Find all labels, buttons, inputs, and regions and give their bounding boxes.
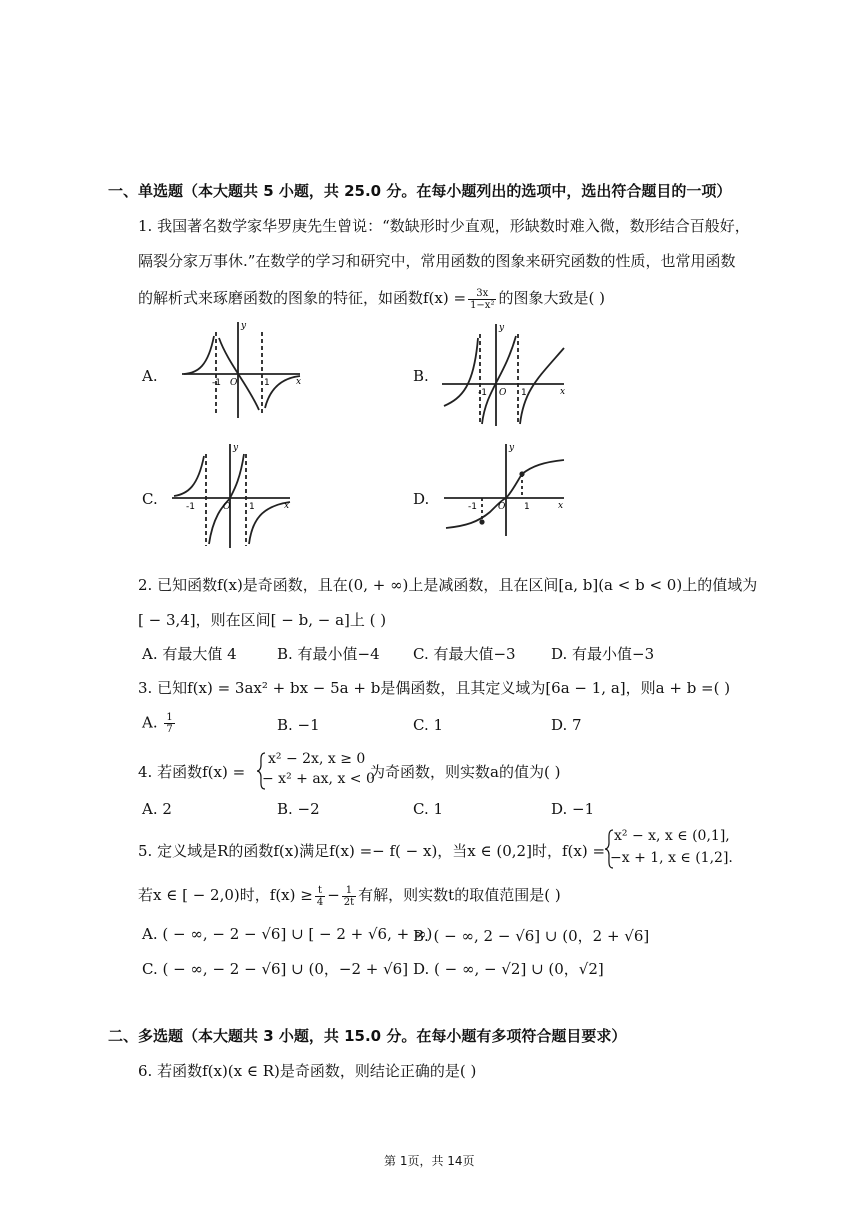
option-a-label: A. — [142, 367, 158, 385]
tick-label: 1 — [249, 502, 255, 512]
origin-label: O — [230, 378, 238, 388]
point-marker — [519, 471, 524, 476]
axis-label-y: y — [241, 321, 247, 331]
page-footer: 第 1页，共 14页 — [384, 1154, 475, 1168]
question-text-segment: 的解析式来琢磨函数的图象的特征，如函数f(x) = — [138, 289, 467, 307]
option-d: D. ( − ∞, − √2] ∪ (0，√2] — [413, 960, 604, 978]
question-text-segment: 有解，则实数t的取值范围是( ) — [358, 886, 561, 904]
option-c: C. ( − ∞, − 2 − √6] ∪ (0，−2 + √6] — [142, 960, 409, 978]
fraction — [315, 885, 325, 908]
option-d: D. 有最小值−3 — [551, 645, 655, 663]
fraction — [468, 288, 496, 311]
graph-option-b — [438, 320, 570, 430]
section-title: 一、单选题（本大题共 5 小题，共 25.0 分。在每小题列出的选项中，选出符合题目的一项） — [108, 182, 732, 200]
point-marker — [479, 519, 484, 524]
tick-label: 1 — [524, 502, 530, 512]
option-a — [142, 712, 177, 735]
tick-label: -1 — [468, 502, 477, 512]
minus-sign: − — [327, 886, 340, 904]
axis-label-y: y — [509, 443, 515, 453]
option-b: B. −2 — [277, 800, 320, 818]
fraction-numerator: 1 — [166, 712, 173, 723]
piecewise-case: x² − x, x ∈ (0,1], — [614, 828, 730, 844]
option-d: D. 7 — [551, 716, 582, 734]
fraction-denominator: 7 — [166, 724, 173, 735]
axis-label-x: x — [558, 501, 564, 511]
option-b: B. 有最小值−4 — [277, 645, 380, 663]
question-text: 5. 定义域是R的函数f(x)满足f(x) =− f( − x)，当x ∈ (0,2]时，f(x) = — [138, 842, 606, 860]
option-a: A. 有最大值 4 — [142, 645, 237, 663]
option-b: B. ( − ∞, 2 − √6] ∪ (0，2 + √6] — [413, 927, 650, 945]
origin-label: O — [498, 502, 506, 512]
question-text: 4. 若函数f(x) = — [138, 763, 246, 781]
axis-label-x: x — [284, 501, 290, 511]
option-c: C. 1 — [413, 716, 444, 734]
axis-label-x: x — [296, 377, 302, 387]
tick-label: -1 — [212, 378, 221, 388]
option-c: C. 有最大值−3 — [413, 645, 516, 663]
graph-option-c — [168, 440, 296, 552]
option-c: C. 1 — [413, 800, 444, 818]
option-d: D. −1 — [551, 800, 595, 818]
question-text-segment: 若x ∈ [ − 2,0)时，f(x) ≥ — [138, 886, 313, 904]
origin-label: O — [499, 388, 507, 398]
tick-label: -1 — [186, 502, 195, 512]
question-text: 2. 已知函数f(x)是奇函数，且在(0, + ∞)上是减函数，且在区间[a, b](a < b < 0)上的值域为 — [138, 576, 758, 594]
question-text: [ − 3,4]，则在区间[ − b, − a]上 ( ) — [138, 611, 387, 629]
graph-option-a — [178, 318, 308, 423]
fraction-numerator: t — [315, 885, 325, 897]
tick-label: 1 — [264, 378, 270, 388]
option-a: A. 2 — [142, 800, 172, 818]
question-text: 隔裂分家万事休.”在数学的学习和研究中，常用函数的图象来研究函数的性质，也常用函数 — [138, 252, 736, 270]
question-text: 6. 若函数f(x)(x ∈ R)是奇函数，则结论正确的是( ) — [138, 1062, 477, 1080]
fraction-denominator: 2t — [343, 896, 355, 908]
tick-label: 1 — [521, 388, 527, 398]
question-text — [138, 884, 561, 908]
question-text — [138, 287, 605, 311]
graph-option-d — [440, 440, 570, 540]
question-text: 1. 我国著名数学家华罗庚先生曾说：“数缺形时少直观，形缺数时难入微，数形结合百般好， — [138, 217, 750, 235]
fraction — [164, 712, 174, 735]
axis-label-y: y — [499, 323, 505, 333]
option-c-label: C. — [142, 490, 158, 508]
option-b-label: B. — [413, 367, 429, 385]
axis-label-x: x — [560, 387, 566, 397]
fraction-numerator: 1 — [342, 885, 356, 897]
fraction-denominator: 4 — [316, 896, 324, 908]
question-text-segment: 的图象大致是( ) — [498, 289, 605, 307]
fraction — [342, 885, 356, 908]
piecewise-case: x² − 2x, x ≥ 0 — [268, 751, 366, 767]
tick-label: -1 — [478, 388, 487, 398]
fraction-denominator: 1−x² — [470, 299, 495, 311]
piecewise-case: −x + 1, x ∈ (1,2]. — [610, 850, 733, 866]
option-label: A. — [142, 713, 158, 732]
section-title: 二、多选题（本大题共 3 小题，共 15.0 分。在每小题有多项符合题目要求） — [108, 1027, 627, 1045]
fraction-numerator: 3x — [468, 288, 496, 300]
option-d-label: D. — [413, 490, 430, 508]
question-text: 为奇函数，则实数a的值为( ) — [370, 763, 561, 781]
axis-label-y: y — [233, 443, 239, 453]
question-text: 3. 已知f(x) = 3ax² + bx − 5a + b是偶函数，且其定义域为[6a − 1, a]，则a + b =( ) — [138, 679, 731, 697]
option-b: B. −1 — [277, 716, 320, 734]
option-a: A. ( − ∞, − 2 − √6] ∪ [ − 2 + √6, + ∞) — [142, 925, 433, 943]
origin-label: O — [223, 502, 231, 512]
piecewise-case: − x² + ax, x < 0 — [262, 771, 375, 787]
